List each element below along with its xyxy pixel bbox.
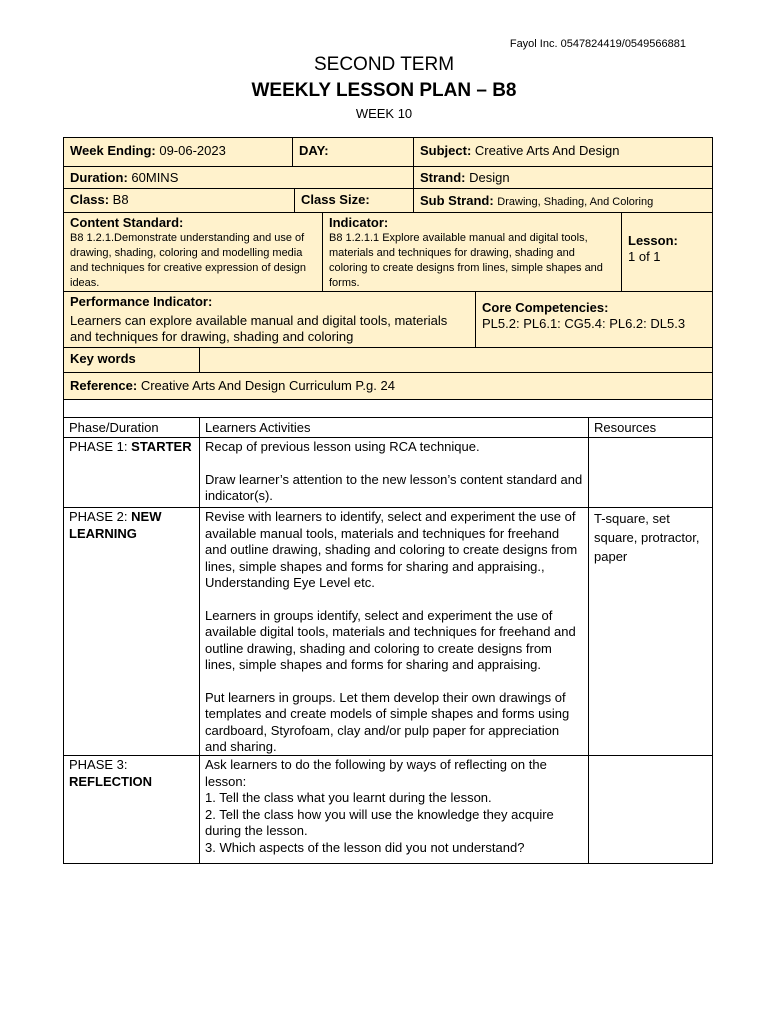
- header-sub-strand: [413, 188, 713, 213]
- phase-2-activity: Revise with learners to identify, select and experiment the use of available manual tools, materials and techniques for freehand and outline drawing, shading and coloring to create designs from lines, simple shapes and forms for sharing and appraising., Understanding Eye Level etc.: [205, 509, 578, 590]
- header-reference: [63, 372, 713, 400]
- content-standard-label: Content Standard:: [70, 215, 184, 230]
- header-class: [63, 188, 295, 213]
- phase-2-cell: [63, 507, 200, 756]
- header-key-words-value: [199, 347, 713, 373]
- class-size-label: Class Size:: [301, 192, 370, 207]
- lesson-label: Lesson:: [628, 233, 678, 248]
- phase-1-cell: [63, 437, 200, 508]
- phase-1-activity: Draw learner’s attention to the new lesson’s content standard and indicator(s).: [205, 471, 583, 503]
- week-label: WEEK 10: [355, 106, 413, 121]
- indicator-label: Indicator:: [329, 215, 389, 230]
- header-content-standard: [63, 212, 323, 292]
- sub-strand-label: Sub Strand:: [420, 193, 494, 208]
- header-lesson: [621, 212, 713, 292]
- lesson-value: 1 of 1: [628, 249, 661, 264]
- header-core-competencies: [475, 291, 713, 348]
- performance-indicator-value: Learners can explore available manual and digital tools, materials and techniques for drawing, shading and coloring: [70, 313, 448, 344]
- phase-1-name: STARTER: [131, 439, 192, 454]
- day-label: DAY:: [299, 143, 329, 158]
- phase-3-activity: 1. Tell the class what you learnt during the lesson.: [205, 790, 492, 805]
- indicator-value: B8 1.2.1.1 Explore available manual and digital tools, materials and techniques for drawing, shading and coloring to create designs from lines, simple shapes and forms.: [329, 232, 603, 289]
- phase-2-resources: T-square, set square, protractor, paper: [588, 507, 713, 756]
- subject-label: Subject:: [420, 143, 472, 158]
- title-term: SECOND TERM: [313, 54, 455, 75]
- reference-label: Reference:: [70, 378, 138, 393]
- class-value: B8: [112, 192, 129, 207]
- phase-3-activity: 3. Which aspects of the lesson did you not understand?: [205, 839, 525, 855]
- col-header-activities: Learners Activities: [199, 417, 589, 438]
- company-contact: Fayol Inc. 0547824419/0549566881: [509, 38, 686, 50]
- header-indicator: [322, 212, 622, 292]
- key-words-label: Key words: [70, 351, 136, 366]
- core-competencies-value: PL5.2: PL6.1: CG5.4: PL6.2: DL5.3: [482, 316, 686, 331]
- phase-2-activity: Learners in groups identify, select and experiment the use of available digital tools, materials and techniques for freehand and outline drawing, shading and coloring to create designs from lines, simple shapes and forms for sharing and appraising.: [205, 607, 576, 672]
- phase-1-activities: [199, 437, 589, 508]
- title-lesson-plan: WEEKLY LESSON PLAN – B8: [251, 80, 517, 101]
- phase-3-activity: 2. Tell the class how you will use the knowledge they acquire during the lesson.: [205, 806, 554, 838]
- col-header-resources: Resources: [588, 417, 713, 438]
- week-ending-label: Week Ending:: [70, 143, 156, 158]
- phase-1-prefix: PHASE 1:: [69, 439, 128, 454]
- class-label: Class:: [70, 192, 110, 207]
- header-duration: [63, 166, 414, 189]
- strand-value: Design: [469, 170, 510, 185]
- header-class-size: [294, 188, 414, 213]
- reference-value: Creative Arts And Design Curriculum P.g. 24: [140, 378, 395, 393]
- duration-label: Duration:: [70, 170, 128, 185]
- header-day: [292, 137, 414, 167]
- header-week-ending: [63, 137, 293, 167]
- sub-strand-value: Drawing, Shading, And Coloring: [497, 196, 654, 208]
- phase-3-name: REFLECTION: [69, 773, 153, 789]
- phase-3-resources: [588, 755, 713, 864]
- phase-3-activity: Ask learners to do the following by ways of reflecting on the lesson:: [205, 757, 547, 789]
- phase-3-activities: [199, 755, 589, 864]
- phase-3-cell: [63, 755, 200, 864]
- header-key-words: [63, 347, 200, 373]
- header-strand: [413, 166, 713, 189]
- duration-value: 60MINS: [131, 170, 179, 185]
- content-standard-value: B8 1.2.1.Demonstrate understanding and use of drawing, shading, coloring and modelling media and techniques for creative expression of design ideas.: [70, 232, 307, 289]
- spacer-row: [63, 399, 713, 418]
- phase-1-activity: Recap of previous lesson using RCA technique.: [205, 439, 480, 454]
- week-ending-value: 09-06-2023: [159, 143, 226, 158]
- phase-2-prefix: PHASE 2:: [69, 509, 128, 524]
- header-subject: [413, 137, 713, 167]
- strand-label: Strand:: [420, 170, 466, 185]
- performance-indicator-label: Performance Indicator:: [70, 294, 213, 309]
- phase-1-resources: [588, 437, 713, 508]
- phase-2-activity: Put learners in groups. Let them develop their own drawings of templates and create models of simple shapes and forms using cardboard, Styrofoam, clay and/or pulp paper for appreciation and sharing.: [205, 689, 570, 754]
- phase-2-name: NEW LEARNING: [69, 509, 162, 541]
- phase-3-prefix: PHASE 3:: [69, 757, 128, 772]
- subject-value: Creative Arts And Design: [474, 143, 620, 158]
- header-performance-indicator: [63, 291, 476, 348]
- core-competencies-label: Core Competencies:: [482, 300, 609, 315]
- phase-2-activities: [199, 507, 589, 756]
- col-header-phase: Phase/Duration: [63, 417, 200, 438]
